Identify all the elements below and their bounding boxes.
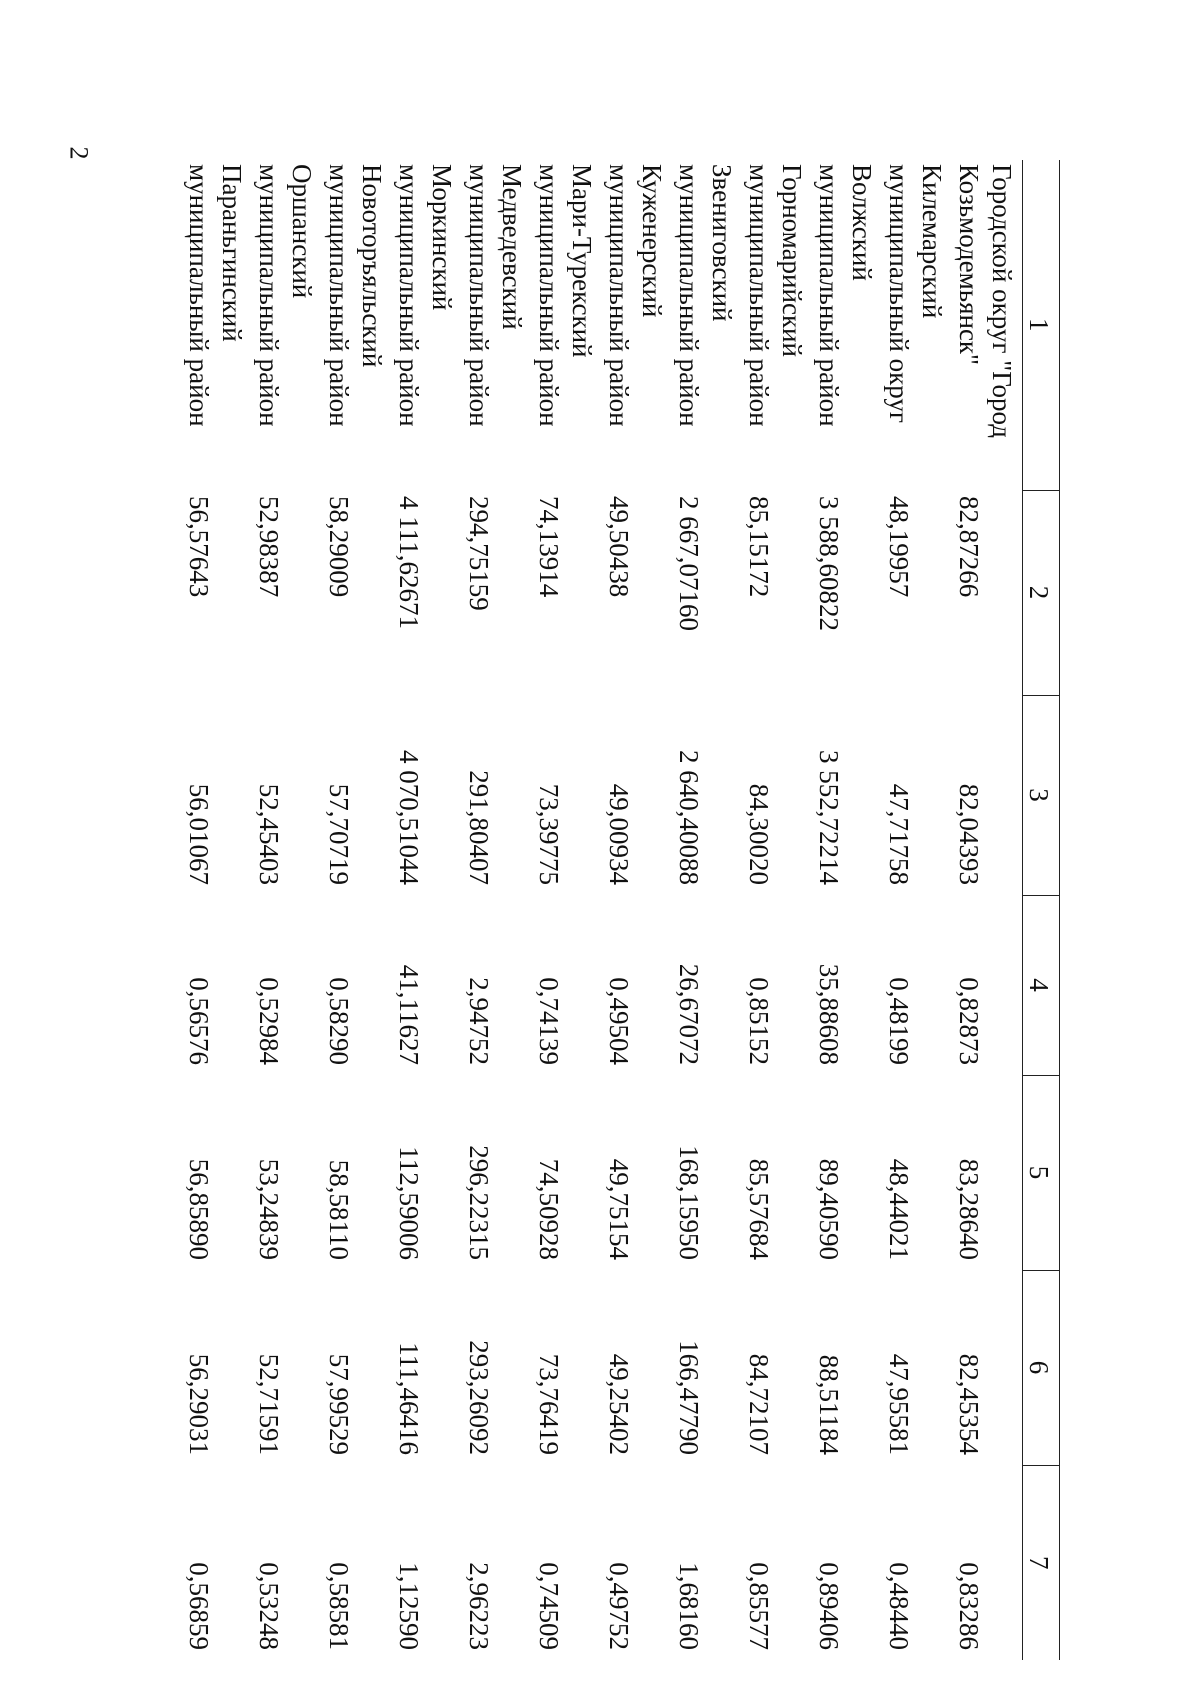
- value-cell-c7: 0,53248: [254, 1562, 284, 1650]
- value-cell-c5: 53,24839: [254, 1158, 284, 1260]
- table-row: [812, 160, 882, 1660]
- value-cell-c3: 84,30020: [744, 783, 774, 885]
- municipality-name-cell: [182, 160, 252, 490]
- value-cell-c6: 49,25402: [604, 1353, 634, 1455]
- value-cell-c2: 4 111,62671: [394, 496, 424, 629]
- value-cell-c3: 82,04393: [954, 783, 984, 885]
- municipality-type: муниципальный район: [394, 164, 424, 427]
- municipality-type: муниципальный район: [184, 164, 214, 427]
- value-cell-c2: 58,29009: [324, 496, 354, 598]
- table-row: [882, 160, 952, 1660]
- column-header: 3: [1023, 695, 1060, 895]
- value-cell-c4: 0,56576: [184, 977, 214, 1065]
- municipality-type: Козьмодемьянск": [954, 164, 984, 366]
- municipality-name-cell: [392, 160, 462, 490]
- value-cell-c3: 56,01067: [184, 783, 214, 885]
- table-row: [742, 160, 812, 1660]
- value-cell-c5: 56,85890: [184, 1158, 214, 1260]
- value-cell-c6: 84,72107: [744, 1353, 774, 1455]
- table-row: [252, 160, 322, 1660]
- value-cell-c2: 3 588,60822: [814, 496, 844, 631]
- municipality-name: Городской округ "Город: [987, 164, 1017, 438]
- table-row: [462, 160, 532, 1660]
- column-header: 7: [1023, 1465, 1060, 1660]
- municipality-name-cell: [882, 160, 952, 490]
- municipality-name-cell: [462, 160, 532, 490]
- value-cell-c4: 0,74139: [534, 977, 564, 1065]
- value-cell-c2: 56,57643: [184, 496, 214, 598]
- municipality-name: Моркинский: [427, 164, 457, 311]
- value-cell-c3: 49,00934: [604, 783, 634, 885]
- municipality-type: муниципальный район: [534, 164, 564, 427]
- table-row: [322, 160, 392, 1660]
- municipality-name-cell: [252, 160, 322, 490]
- value-cell-c7: 0,48440: [884, 1562, 914, 1650]
- value-cell-c7: 0,56859: [184, 1562, 214, 1650]
- value-cell-c5: 58,58110: [324, 1159, 354, 1260]
- column-header: 5: [1023, 1075, 1060, 1270]
- municipality-name-cell: [672, 160, 742, 490]
- table-row: [602, 160, 672, 1660]
- value-cell-c6: 73,76419: [534, 1353, 564, 1455]
- value-cell-c5: 48,44021: [884, 1158, 914, 1260]
- value-cell-c3: 3 552,72214: [814, 750, 844, 885]
- municipality-name-cell: [812, 160, 882, 490]
- municipality-type: муниципальный район: [464, 164, 494, 427]
- value-cell-c7: 0,58581: [324, 1562, 354, 1650]
- value-cell-c7: 1,12590: [394, 1562, 424, 1650]
- municipality-name: Параньгинский: [217, 164, 247, 342]
- value-cell-c3: 57,70719: [324, 783, 354, 885]
- value-cell-c4: 26,67072: [674, 963, 704, 1065]
- value-cell-c2: 48,19957: [884, 496, 914, 598]
- value-cell-c4: 0,58290: [324, 977, 354, 1065]
- header-row: [1023, 160, 1060, 1660]
- value-cell-c5: 112,59006: [394, 1146, 424, 1260]
- column-header: 2: [1023, 490, 1060, 695]
- municipality-name: Оршанский: [287, 164, 317, 299]
- table-row: [672, 160, 742, 1660]
- column-header: 4: [1023, 895, 1060, 1075]
- value-cell-c2: 2 667,07160: [674, 496, 704, 631]
- value-cell-c4: 0,85152: [744, 977, 774, 1065]
- value-cell-c3: 73,39775: [534, 783, 564, 885]
- value-cell-c7: 0,83286: [954, 1562, 984, 1650]
- municipality-type: муниципальный район: [604, 164, 634, 427]
- table-row: [952, 160, 1023, 1660]
- value-cell-c2: 52,98387: [254, 496, 284, 598]
- value-cell-c7: 1,68160: [674, 1562, 704, 1650]
- municipality-name: Новоторъяльский: [357, 164, 387, 368]
- value-cell-c2: 85,15172: [744, 496, 774, 598]
- value-cell-c6: 293,26092: [464, 1340, 494, 1455]
- value-cell-c5: 74,50928: [534, 1158, 564, 1260]
- municipality-type: муниципальный округ: [884, 164, 914, 423]
- value-cell-c6: 111,46416: [394, 1342, 424, 1455]
- value-cell-c3: 47,71758: [884, 783, 914, 885]
- value-cell-c2: 294,75159: [464, 496, 494, 611]
- municipality-name: Куженерский: [637, 164, 667, 318]
- value-cell-c7: 0,85577: [744, 1562, 774, 1650]
- value-cell-c6: 56,29031: [184, 1353, 214, 1455]
- column-header: 6: [1023, 1270, 1060, 1465]
- municipality-name-cell: [532, 160, 602, 490]
- value-cell-c6: 52,71591: [254, 1353, 284, 1455]
- value-cell-c3: 2 640,40088: [674, 750, 704, 885]
- value-cell-c6: 82,45354: [954, 1353, 984, 1455]
- value-cell-c4: 0,52984: [254, 977, 284, 1065]
- value-cell-c7: 0,74509: [534, 1562, 564, 1650]
- value-cell-c4: 35,88608: [814, 963, 844, 1065]
- value-cell-c5: 85,57684: [744, 1158, 774, 1260]
- page-number: 2: [64, 146, 94, 160]
- municipality-name: Горномарийский: [777, 164, 807, 357]
- table-row: [392, 160, 462, 1660]
- column-header: 1: [1023, 160, 1060, 490]
- municipality-name: Килемарский: [917, 164, 947, 319]
- value-cell-c3: 291,80407: [464, 770, 494, 885]
- value-cell-c7: 0,49752: [604, 1562, 634, 1650]
- municipality-name-cell: [742, 160, 812, 490]
- value-cell-c7: 2,96223: [464, 1562, 494, 1650]
- rotated-table-container: [160, 160, 1060, 1660]
- value-cell-c4: 0,49504: [604, 977, 634, 1065]
- municipality-name: Волжский: [847, 164, 877, 281]
- municipality-name: Мари-Турекский: [567, 164, 597, 358]
- value-cell-c6: 166,47790: [674, 1340, 704, 1455]
- value-cell-c2: 74,13914: [534, 496, 564, 598]
- data-table: [182, 160, 1060, 1660]
- value-cell-c6: 47,95581: [884, 1353, 914, 1455]
- municipality-name-cell: [322, 160, 392, 490]
- table-row: [182, 160, 252, 1660]
- value-cell-c3: 52,45403: [254, 783, 284, 885]
- value-cell-c2: 49,50438: [604, 496, 634, 598]
- value-cell-c5: 89,40590: [814, 1158, 844, 1260]
- municipality-type: муниципальный район: [674, 164, 704, 427]
- value-cell-c4: 0,48199: [884, 977, 914, 1065]
- municipality-name-cell: [602, 160, 672, 490]
- value-cell-c5: 296,22315: [464, 1145, 494, 1260]
- table-row: [532, 160, 602, 1660]
- value-cell-c6: 88,51184: [814, 1354, 844, 1455]
- municipality-name: Звениговский: [707, 164, 737, 322]
- value-cell-c3: 4 070,51044: [394, 750, 424, 885]
- value-cell-c2: 82,87266: [954, 496, 984, 598]
- value-cell-c5: 83,28640: [954, 1158, 984, 1260]
- municipality-type: муниципальный район: [254, 164, 284, 427]
- municipality-type: муниципальный район: [324, 164, 354, 427]
- value-cell-c5: 168,15950: [674, 1145, 704, 1260]
- value-cell-c6: 57,99529: [324, 1353, 354, 1455]
- municipality-type: муниципальный район: [744, 164, 774, 427]
- value-cell-c5: 49,75154: [604, 1158, 634, 1260]
- municipality-type: муниципальный район: [814, 164, 844, 427]
- value-cell-c4: 0,82873: [954, 977, 984, 1065]
- value-cell-c4: 41,11627: [394, 964, 424, 1065]
- value-cell-c4: 2,94752: [464, 977, 494, 1065]
- municipality-name-cell: [952, 160, 1023, 490]
- value-cell-c7: 0,89406: [814, 1562, 844, 1650]
- municipality-name: Медведевский: [497, 164, 527, 330]
